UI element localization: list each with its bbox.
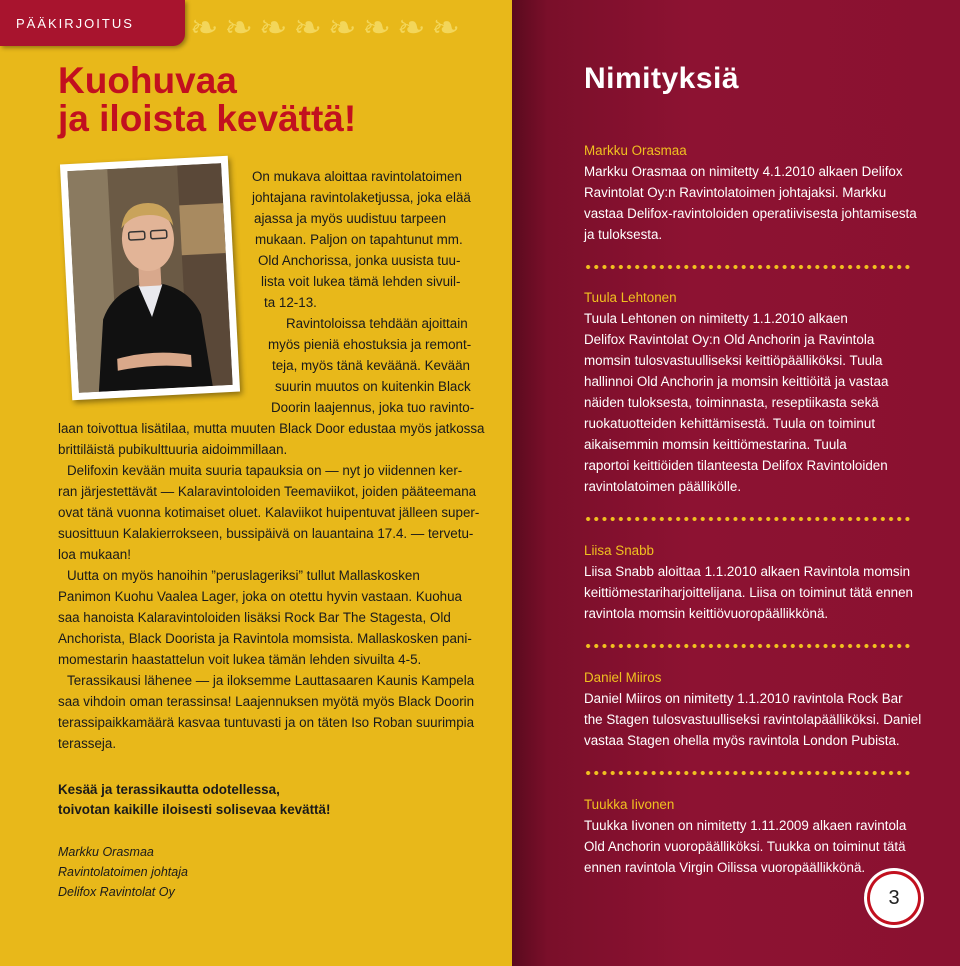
closing-greeting: [58, 780, 330, 820]
entry-name: Daniel Miiros: [584, 670, 662, 685]
entry-text-line: ruokatuotteiden kehittämisestä. Tuula on toiminut: [584, 416, 876, 431]
entry-text-line: Tuukka Iivonen on nimitetty 1.11.2009 alkaen ravintola: [584, 818, 907, 833]
decorative-swirl-border: ❧ ❧ ❧ ❧ ❧ ❧ ❧ ❧: [190, 9, 460, 47]
body-line: johtajana ravintolaketjussa, joka elää: [252, 190, 471, 205]
entry-text-line: keittiömestariharjoittelijana. Liisa on toiminut tätä ennen: [584, 585, 913, 600]
appointment-entry: [584, 795, 924, 878]
body-line: momestarin haastattelun voit lukea tämän lehden sivuilta 4-5.: [58, 652, 422, 667]
body-line: Uutta on myös hanoihin ”peruslageriksi” tullut Mallaskosken: [67, 568, 420, 583]
closing-line-1: Kesää ja terassikautta odotellessa,: [58, 782, 280, 797]
dotted-divider: [584, 264, 912, 270]
body-line: saa vihdoin oman terassinsa! Laajennuksen myötä myös Black Doorin: [58, 694, 475, 709]
entry-text-line: momsin tulosvastuulliseksi keittiöpäälliköksi. Tuula: [584, 353, 883, 368]
body-line: On mukava aloittaa ravintolatoimen: [252, 169, 462, 184]
body-line: Delifoxin kevään muita suuria tapauksia on — nyt jo viidennen ker-: [67, 463, 463, 478]
body-line: Terassikausi lähenee — ja iloksemme Lauttasaaren Kaunis Kampela: [67, 673, 475, 688]
body-line: brittiläistä pubikulttuuria aidoimmillaan.: [58, 442, 288, 457]
entry-text-line: Markku Orasmaa on nimitetty 4.1.2010 alkaen Delifox: [584, 164, 903, 179]
body-line: myös pieniä ehostuksia ja remont-: [268, 337, 472, 352]
entry-name: Tuula Lehtonen: [584, 290, 677, 305]
body-line: Panimon Kuohu Vaalea Lager, joka on otettu hyvin vastaan. Kuohua: [58, 589, 462, 604]
title-line-1: Kuohuvaa: [58, 60, 237, 101]
entry-text-line: näiden tuloksesta, toiminnasta, reseptiikasta sekä: [584, 395, 879, 410]
entry-text-line: hallinnoi Old Anchorin ja momsin keittiöitä ja vastaa: [584, 374, 889, 389]
entry-name: Tuukka Iivonen: [584, 797, 675, 812]
signature: [58, 842, 188, 902]
body-line: ovat tänä vuonna kotimaiset oluet. Kalaviikot huipentuvat jälleen super-: [58, 505, 480, 520]
entry-text-line: Ravintolat Oy:n Ravintolatoimen johtajaksi. Markku: [584, 185, 887, 200]
appointment-entry: [584, 288, 924, 497]
page-number: 3: [870, 874, 918, 922]
entry-name: Liisa Snabb: [584, 543, 654, 558]
body-line: suosittuun Kalakierrokseen, bussipäivä on lauantaina 17.4. — tervetu-: [58, 526, 474, 541]
dotted-divider: [584, 516, 912, 522]
dotted-divider: [584, 770, 912, 776]
body-line: teja, myös tänä keväänä. Kevään: [272, 358, 471, 373]
dotted-divider: [584, 643, 912, 649]
entry-name: Markku Orasmaa: [584, 143, 687, 158]
body-line: Doorin laajennus, joka tuo ravinto-: [271, 400, 475, 415]
entry-text-line: Delifox Ravintolat Oy:n Old Anchorin ja Ravintola: [584, 332, 875, 347]
entry-text-line: vastaa Stagen ohella myös ravintola London Pubista.: [584, 733, 900, 748]
body-line: ajassa ja myös uudistuu tarpeen: [254, 211, 447, 226]
signature-name: Markku Orasmaa: [58, 845, 154, 859]
body-line: lista voit lukea tämä lehden sivuil-: [261, 274, 461, 289]
section-tab-label: PÄÄKIRJOITUS: [16, 16, 134, 31]
entry-text-line: Tuula Lehtonen on nimitetty 1.1.2010 alkaen: [584, 311, 848, 326]
entry-text-line: ravintolatoimen päällikölle.: [584, 479, 742, 494]
entry-text-line: ja tuloksesta.: [584, 227, 663, 242]
body-line: Old Anchorissa, jonka uusista tuu-: [258, 253, 461, 268]
entry-text-line: vastaa Delifox-ravintoloiden operatiivisesta johtamisesta: [584, 206, 917, 221]
body-line: ta 12-13.: [264, 295, 317, 310]
closing-line-2: toivotan kaikille iloisesti solisevaa kevättä!: [58, 802, 331, 817]
body-line: terassipaikkamäärä kasvaa tuntuvasti ja on täten Iso Roban suurimpia: [58, 715, 475, 730]
body-line: laan toivottua lisätilaa, mutta muuten Black Door edustaa myös jatkossa: [58, 421, 485, 436]
title-line-2: ja iloista kevättä!: [58, 98, 357, 139]
entry-text-line: raportoi keittiöiden tilanteesta Delifox Ravintoloiden: [584, 458, 888, 473]
body-line: ran järjestettävät — Kalaravintoloiden Teemaviikot, joiden pääteemana: [58, 484, 477, 499]
entry-text-line: Daniel Miiros on nimitetty 1.1.2010 ravintola Rock Bar: [584, 691, 903, 706]
signature-company: Delifox Ravintolat Oy: [58, 885, 175, 899]
body-line: terasseja.: [58, 736, 117, 751]
entry-text-line: Old Anchorin vuoropäälliköksi. Tuukka on toiminut tätä: [584, 839, 906, 854]
sidebar-heading: Nimityksiä: [584, 62, 740, 95]
body-line: saa hanoista Kalaravintoloiden lisäksi Rock Bar The Stagesta, Old: [58, 610, 451, 625]
signature-role: Ravintolatoimen johtaja: [58, 865, 188, 879]
entry-text-line: ennen ravintola Virgin Oilissa vuoropäällikkönä.: [584, 860, 866, 875]
appointment-entry: [584, 141, 924, 245]
appointment-entry: [584, 541, 924, 624]
body-line: Anchorista, Black Doorista ja Ravintola momsista. Mallaskosken pani-: [58, 631, 472, 646]
entry-text-line: ravintola momsin keittiövuoropäällikkönä.: [584, 606, 829, 621]
body-line: loa mukaan!: [58, 547, 131, 562]
body-line: Ravintoloissa tehdään ajoittain: [286, 316, 468, 331]
appointment-entry: [584, 668, 924, 751]
entry-text-line: Liisa Snabb aloittaa 1.1.2010 alkaen Ravintola momsin: [584, 564, 911, 579]
entry-text-line: aikaisemmin momsin keittiömestarina. Tuula: [584, 437, 847, 452]
body-line: mukaan. Paljon on tapahtunut mm.: [255, 232, 463, 247]
entry-text-line: the Stagen tulosvastuulliseksi ravintolapäälliköksi. Daniel: [584, 712, 922, 727]
body-line: suurin muutos on kuitenkin Black: [275, 379, 471, 394]
